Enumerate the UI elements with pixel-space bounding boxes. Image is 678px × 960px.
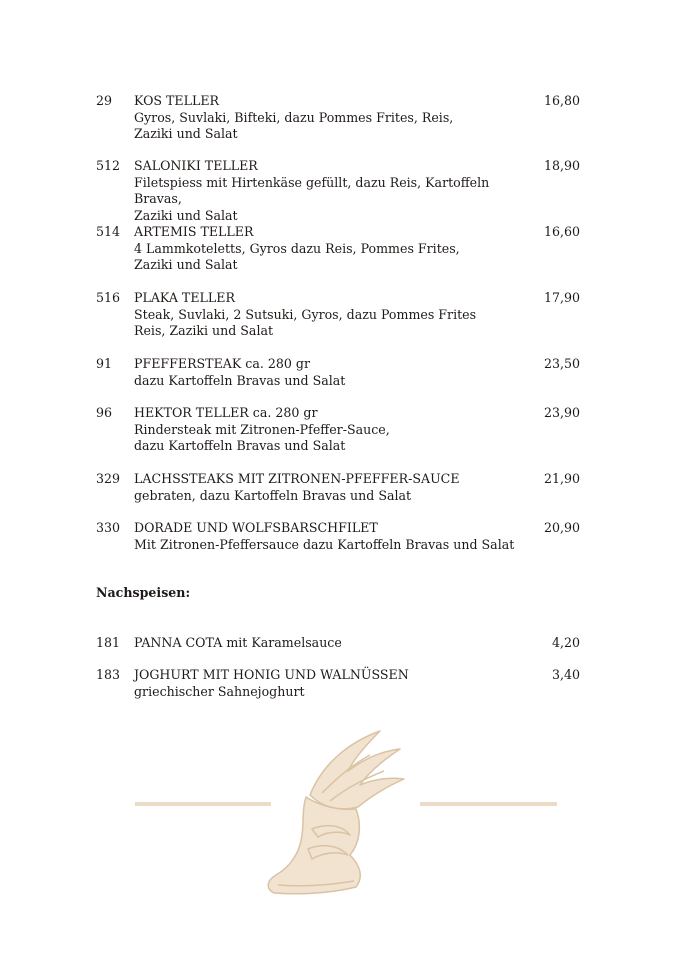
item-description: Gyros, Suvlaki, Bifteki, dazu Pommes Frites, Reis, — [134, 109, 454, 125]
item-price: 20,90 — [543, 520, 580, 535]
item-price: 23,50 — [543, 356, 580, 371]
item-number: 514 — [96, 224, 121, 239]
item-description: gebraten, dazu Kartoffeln Bravas und Salat — [134, 487, 412, 503]
item-title: PLAKA TELLER — [134, 290, 235, 305]
item-description: Steak, Suvlaki, 2 Sutsuki, Gyros, dazu Pommes Frites — [134, 306, 477, 322]
item-number: 516 — [96, 290, 121, 305]
item-price: 17,90 — [543, 290, 580, 305]
item-title: ARTEMIS TELLER — [134, 224, 254, 239]
item-number: 330 — [96, 520, 121, 535]
item-price: 16,60 — [543, 224, 580, 239]
item-description: dazu Kartoffeln Bravas und Salat — [134, 438, 346, 453]
item-description: Mit Zitronen-Pfeffersauce dazu Kartoffeln Bravas und Salat — [134, 536, 515, 552]
decorative-rule-right — [420, 802, 557, 806]
item-number: 96 — [96, 405, 113, 420]
item-number: 181 — [96, 635, 121, 650]
item-description: griechischer Sahnejoghurt — [134, 683, 305, 699]
item-description: Zaziki und Salat — [134, 207, 238, 223]
item-price: 16,80 — [543, 93, 580, 108]
item-title: DORADE UND WOLFSBARSCHFILET — [134, 520, 378, 535]
item-price: 3,40 — [551, 667, 580, 682]
winged-shoe-icon — [252, 725, 412, 900]
item-price: 4,20 — [551, 635, 580, 650]
item-title: JOGHURT MIT HONIG UND WALNÜSSEN — [134, 667, 409, 682]
item-number: 329 — [96, 471, 121, 486]
item-description: Zaziki und Salat — [134, 126, 238, 141]
item-description: 4 Lammkoteletts, Gyros dazu Reis, Pommes Frites, — [134, 240, 460, 256]
item-price: 18,90 — [543, 158, 580, 173]
item-title: SALONIKI TELLER — [134, 158, 258, 173]
item-description: Rindersteak mit Zitronen-Pfeffer-Sauce, — [134, 421, 390, 437]
item-number: 183 — [96, 667, 121, 682]
item-number: 29 — [96, 93, 113, 108]
item-title: KOS TELLER — [134, 93, 220, 108]
item-description: dazu Kartoffeln Bravas und Salat — [134, 372, 346, 388]
item-title: PFEFFERSTEAK ca. 280 gr — [134, 356, 310, 371]
decorative-rule-left — [135, 802, 271, 806]
item-title: LACHSSTEAKS MIT ZITRONEN-PFEFFER-SAUCE — [134, 471, 460, 486]
item-price: 23,90 — [543, 405, 580, 420]
item-description: Filetspiess mit Hirtenkäse gefüllt, dazu Reis, Kartoffeln Bravas, — [134, 174, 490, 206]
item-title: HEKTOR TELLER ca. 280 gr — [134, 405, 318, 420]
item-number: 512 — [96, 158, 121, 173]
section-heading-desserts: Nachspeisen: — [96, 585, 191, 600]
item-price: 21,90 — [543, 471, 580, 486]
item-description: Zaziki und Salat — [134, 257, 238, 272]
item-description: Reis, Zaziki und Salat — [134, 323, 274, 338]
item-title: PANNA COTA mit Karamelsauce — [134, 635, 342, 650]
item-number: 91 — [96, 356, 113, 371]
